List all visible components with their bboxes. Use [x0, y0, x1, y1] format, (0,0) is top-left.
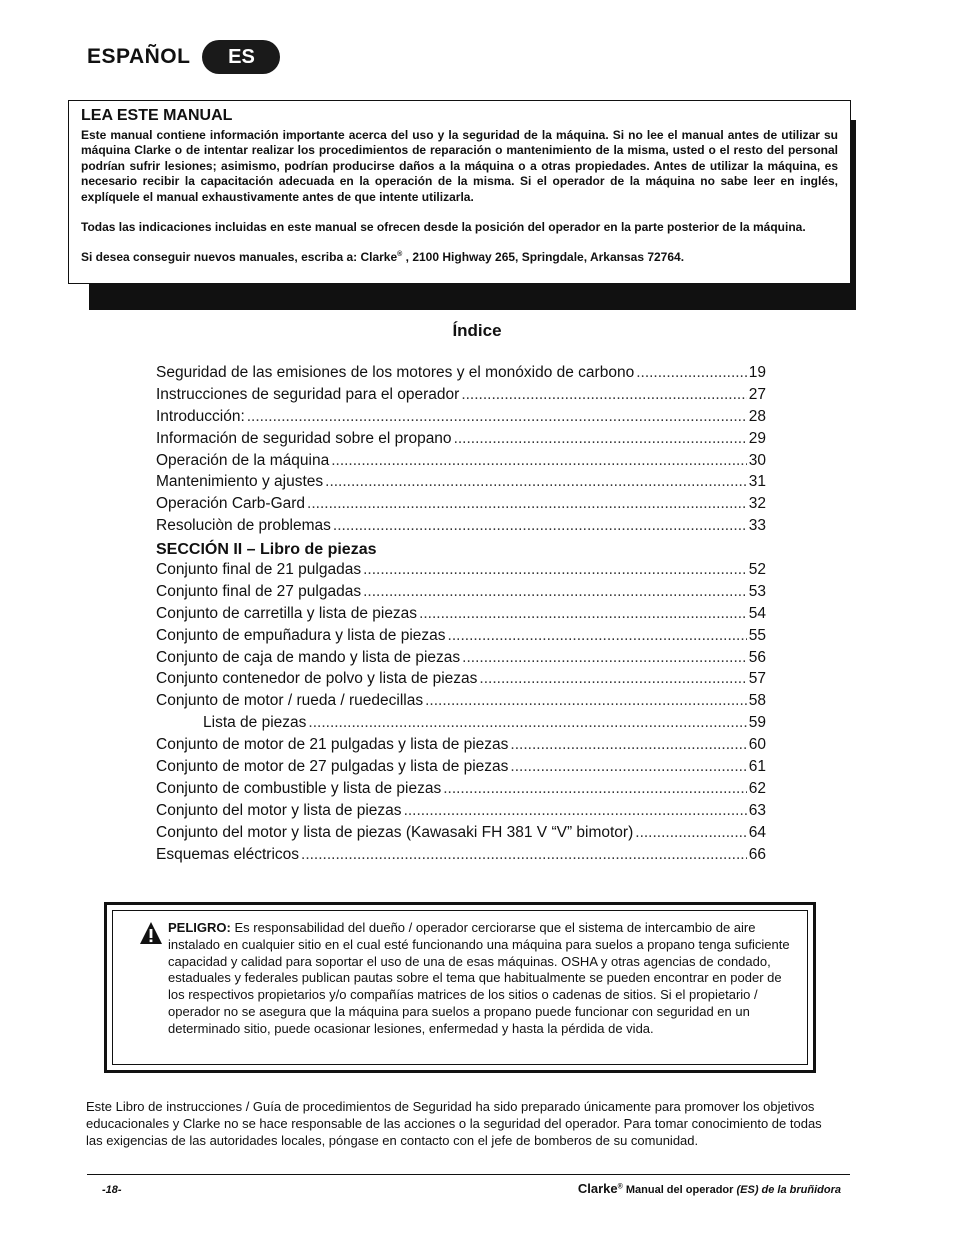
toc-entry-page: 27: [748, 385, 766, 403]
toc-entry: [156, 430, 766, 452]
toc-leader-dots: [636, 364, 747, 382]
toc-entry: [156, 802, 766, 824]
toc-leader-dots: [363, 561, 747, 579]
toc-entry-title: Conjunto del motor y lista de piezas: [156, 801, 402, 819]
toc-part2: [156, 561, 766, 867]
toc-leader-dots: [307, 495, 747, 513]
manual-notice-address: [81, 250, 838, 265]
toc-leader-dots: [308, 714, 746, 732]
manual-notice-title: LEA ESTE MANUAL: [81, 107, 233, 124]
toc-entry: [156, 824, 766, 846]
toc-entry: [156, 561, 766, 583]
toc-entry-title: Conjunto de empuñadura y lista de piezas: [156, 626, 446, 644]
danger-body: Es responsabilidad del dueño / operador cerciorarse que el sistema de intercambio de aire instalado en cualquier sitio en el cual esté funcionando una máquina para suelos a propano tenga suficiente capacidad y calidad para soportar el uso de una de esas máquinas. OSHA y otras agencias de condado, estaduales y federales publican pautas sobre el tema que habitualmente se pueden encontrar en poder de los respectivos propietarios y/o compañías matrices de los sitios o cadenas de sitios. Si el propietario / operador no se asegura que la máquina para suelos a propano puede funcionar con seguridad en un determinado sitio, puede ocasionar lesiones, enfermedad y hasta la pérdida de vida.: [168, 920, 790, 1036]
toc-entry-title: Seguridad de las emisiones de los motores y el monóxido de carbono: [156, 364, 635, 381]
toc-entry-page: 33: [748, 517, 766, 535]
footer-manual-language: (ES) de la bruñidora: [736, 1184, 841, 1196]
toc-leader-dots: [333, 517, 747, 535]
toc-entry: [156, 714, 766, 736]
toc-entry-title: Instrucciones de seguridad para el operador: [156, 385, 460, 403]
toc-entry: [156, 583, 766, 605]
toc-leader-dots: [419, 605, 747, 623]
footer-manual-label: Manual del operador: [622, 1184, 737, 1196]
toc-entry: [156, 692, 766, 714]
toc-leader-dots: [247, 408, 747, 426]
table-of-contents: [156, 364, 766, 867]
toc-entry-title: Conjunto de motor de 27 pulgadas y lista de piezas: [156, 758, 509, 776]
toc-title: Índice: [452, 321, 502, 340]
manual-notice-paragraph: Todas las indicaciones incluidas en este manual se ofrecen desde la posición del operador en la parte posterior de la máquina.: [81, 220, 806, 235]
toc-entry-title: Introducción:: [156, 407, 245, 425]
toc-entry-page: 55: [748, 626, 766, 644]
toc-entry-page: 59: [748, 714, 766, 732]
toc-entry: [156, 780, 766, 802]
toc-entry: [156, 408, 766, 430]
toc-entry: [156, 846, 766, 868]
toc-entry-page: 64: [748, 823, 766, 841]
footer-manual-title: [578, 1181, 841, 1196]
toc-entry-page: 61: [748, 758, 766, 776]
manual-notice-box: [68, 100, 851, 284]
toc-leader-dots: [448, 627, 747, 645]
page-number: -18-: [102, 1184, 122, 1196]
footer-brand: Clarke: [577, 1181, 618, 1196]
toc-entry-page: 57: [748, 670, 766, 688]
toc-entry-title: Conjunto de motor / rueda / ruedecillas: [156, 692, 424, 710]
toc-entry-page: 54: [748, 604, 766, 622]
toc-entry-page: 31: [748, 473, 766, 491]
language-title: ESPAÑOL: [87, 45, 191, 68]
toc-entry: [156, 649, 766, 671]
toc-entry-page: 28: [748, 407, 766, 425]
toc-entry-title: Lista de piezas: [203, 714, 307, 732]
footer-registered-mark: ®: [617, 1183, 623, 1191]
toc-entry-title: Operación de la máquina: [156, 451, 330, 469]
toc-entry-page: 56: [748, 648, 766, 666]
toc-leader-dots: [443, 780, 747, 798]
toc-entry: [156, 605, 766, 627]
toc-entry-page: 66: [748, 845, 766, 863]
toc-entry-title: Conjunto de carretilla y lista de piezas: [156, 604, 418, 622]
toc-entry-title: Resoluciòn de problemas: [156, 517, 331, 535]
toc-leader-dots: [404, 802, 747, 820]
footer-divider: [87, 1174, 850, 1175]
toc-leader-dots: [462, 649, 747, 667]
danger-label: PELIGRO:: [168, 920, 231, 935]
toc-entry-page: 32: [748, 495, 766, 513]
toc-entry-page: 29: [748, 429, 766, 447]
toc-entry-title: Conjunto contenedor de polvo y lista de piezas: [156, 670, 478, 688]
toc-entry: [156, 758, 766, 780]
toc-leader-dots: [301, 846, 747, 864]
toc-leader-dots: [635, 824, 746, 842]
toc-entry-title: Conjunto final de 27 pulgadas: [156, 582, 362, 600]
toc-entry: [156, 364, 766, 386]
toc-leader-dots: [461, 386, 746, 404]
toc-entry: [156, 627, 766, 649]
manual-notice-paragraph: Este manual contiene información importante acerca del uso y la seguridad de la máquina. Si no lee el manual antes de utilizar su máquina Clarke o de intentar realizar los procedimientos de reparación o mantenimiento de la misma, usted o el resto del personal podrían sufrir lesiones; asimismo, podrían producirse daños a la máquina o a otras propiedades. Antes de utilizar la máquina, es necesario recibir la capacitación adecuada en la operación de la misma. Si el operador de la máquina no sabe leer en inglés, explíquele el manual exhaustivamente antes de que intente utilizarla.: [81, 128, 838, 204]
toc-entry-title: Operación Carb-Gard: [156, 495, 306, 513]
registered-mark: ®: [397, 251, 403, 259]
toc-entry-title: Conjunto de motor de 21 pulgadas y lista de piezas: [156, 736, 509, 754]
toc-entry-title: Conjunto de caja de mando y lista de piezas: [156, 648, 461, 666]
disclaimer: Este Libro de instrucciones / Guía de procedimientos de Seguridad ha sido preparado únicamente para promover los objetivos educacionales y Clarke no se hace responsable de las acciones o la seguridad del operador. Para tomar conocimiento de todas las exigencias de las autoridades locales, póngase en contacto con el jefe de bomberos de su comunidad.: [86, 1099, 822, 1148]
toc-leader-dots: [479, 670, 746, 688]
toc-entry-title: Conjunto de combustible y lista de piezas: [156, 779, 442, 797]
danger-text: [168, 920, 797, 1038]
toc-section-title: SECCIÓN II – Libro de piezas: [156, 541, 377, 559]
toc-entry-title: Esquemas eléctricos: [156, 845, 300, 863]
toc-part1: [156, 364, 766, 539]
address-prefix: Si desea conseguir nuevos manuales, escriba a: Clarke: [81, 250, 398, 265]
warning-triangle-icon: [139, 921, 163, 945]
toc-entry: [156, 736, 766, 758]
toc-entry-page: 58: [748, 692, 766, 710]
toc-entry: [156, 452, 766, 474]
toc-entry-page: 53: [748, 582, 766, 600]
toc-leader-dots: [510, 736, 746, 754]
toc-entry-page: 60: [748, 736, 766, 754]
toc-leader-dots: [454, 430, 747, 448]
toc-entry-page: 52: [748, 561, 766, 579]
toc-entry: [156, 517, 766, 539]
toc-entry-title: Conjunto final de 21 pulgadas: [156, 561, 362, 579]
toc-entry-title: Mantenimiento y ajustes: [156, 473, 324, 491]
danger-notice-inner-border: [112, 910, 808, 1065]
toc-leader-dots: [425, 692, 747, 710]
danger-notice: [104, 902, 816, 1073]
toc-entry: [156, 495, 766, 517]
language-badge: ES: [202, 40, 280, 74]
toc-leader-dots: [331, 452, 747, 470]
toc-entry-page: 19: [748, 364, 766, 381]
toc-entry-page: 63: [748, 801, 766, 819]
toc-leader-dots: [510, 758, 746, 776]
toc-entry-page: 30: [748, 451, 766, 469]
language-header: [87, 40, 280, 74]
toc-entry-title: Información de seguridad sobre el propano: [156, 429, 452, 447]
toc-entry: [156, 473, 766, 495]
toc-leader-dots: [325, 473, 747, 491]
address-suffix: , 2100 Highway 265, Springdale, Arkansas 72764.: [402, 250, 685, 265]
toc-entry: [156, 386, 766, 408]
toc-entry-page: 62: [748, 779, 766, 797]
toc-entry: [156, 670, 766, 692]
toc-entry-title: Conjunto del motor y lista de piezas (Kawasaki FH 381 V “V” bimotor): [156, 823, 634, 841]
toc-leader-dots: [363, 583, 747, 601]
